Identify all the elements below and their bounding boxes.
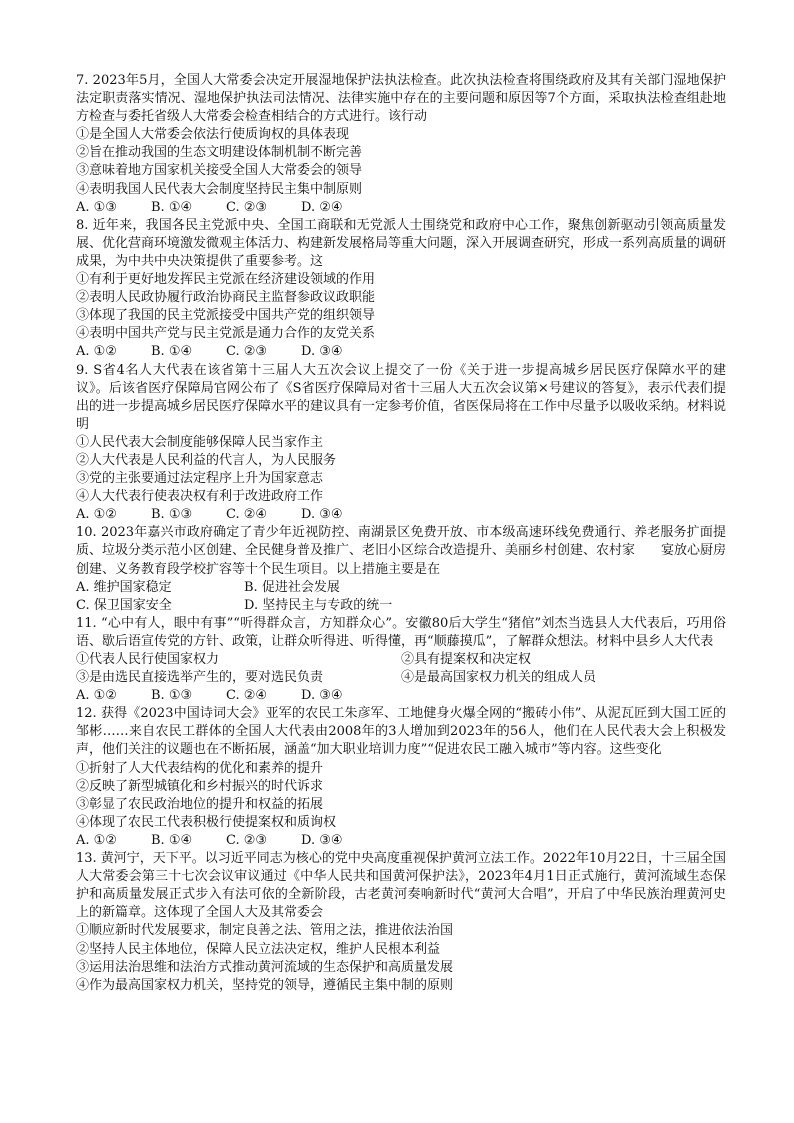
answer-choices-row-1 — [76, 579, 726, 597]
answer-a: A. ①② — [76, 832, 117, 848]
option-4: ④人大代表行使表决权有利于改进政府工作 — [76, 489, 324, 505]
question-stem: 7. 2023年5月，全国人大常委会决定开展湿地保护法执法检查。此次执法检查将围绕政府及其有关部门湿地保护法定职责落实情况、湿地保护执法司法情况、法律实施中存在的主要问题和原因等7个方面，采取执法检查组赴地方检查与委托省级人大常委会检查相结合的方式进行。该行动 — [76, 73, 726, 125]
option-2: ②人大代表是人民利益的代言人，为人民服务 — [76, 452, 337, 468]
option-1: ①顺应新时代发展要求，制定良善之法、管用之法，推进依法治国 — [76, 923, 454, 939]
answer-choices — [76, 506, 726, 524]
options-row-2 — [76, 669, 726, 687]
answer-c: C. ②③ — [226, 832, 268, 848]
question-7 — [76, 72, 726, 217]
question-stem: 11. “心中有人，眼中有事”“听得群众言，方知群众心”。安徽80后大学生“猪倌”刘杰当选县人大代表后，巧用俗语、歇后语宣传党的方针、政策，让群众听得进、听得懂，再“顺藤摸瓜”，了解群众想法。材料中县乡人大代表 — [76, 615, 726, 649]
answer-a: A. ①③ — [76, 199, 117, 215]
answer-choices — [76, 687, 726, 705]
answer-choices — [76, 343, 726, 361]
answer-choices — [76, 199, 726, 217]
option-4: ④作为最高国家权力机关，坚持党的领导，遵循民主集中制的原则 — [76, 977, 454, 993]
question-8 — [76, 217, 726, 362]
option-2: ②反映了新型城镇化和乡村振兴的时代诉求 — [76, 778, 324, 794]
option-1: ①人民代表大会制度能够保障人民当家作主 — [76, 434, 324, 450]
answer-b: B. ①④ — [151, 199, 193, 215]
options-row-1 — [76, 651, 726, 669]
answer-c: C. ②④ — [226, 688, 268, 704]
answer-b: B. ①④ — [151, 832, 193, 848]
answer-c: C. 保卫国家安全 — [76, 597, 172, 613]
answer-a: A. 维护国家稳定 — [76, 579, 172, 595]
question-12 — [76, 705, 726, 850]
answer-a: A. ①② — [76, 688, 117, 704]
answer-d: D. ③④ — [301, 688, 343, 704]
answer-choices — [76, 832, 726, 850]
question-13 — [76, 850, 726, 995]
answer-c: C. ②③ — [226, 199, 268, 215]
question-stem: 13. 黄河宁，天下平。以习近平同志为核心的党中央高度重视保护黄河立法工作。2022年10月22日，十三届全国人大常委会第三十七次会议审议通过《中华人民共和国黄河保护法》，2023年4月1日正式施行，黄河流域生态保护和高质量发展正式步入有法可依的全新阶段，古老黄河奏响新时代“黄河大合唱”，开启了中华民族治理黄河史上的新篇章。这体现了全国人大及其常委会 — [76, 851, 726, 921]
option-4: ④表明我国人民代表大会制度坚持民主集中制原则 — [76, 181, 363, 197]
answer-choices-row-2 — [76, 597, 726, 615]
answer-d: D. ③④ — [301, 507, 343, 523]
option-1: ①是全国人大常委会依法行使质询权的具体表现 — [76, 127, 350, 143]
option-1: ①折射了人大代表结构的优化和素养的提升 — [76, 760, 324, 776]
option-1: ①有利于更好地发挥民主党派在经济建设领域的作用 — [76, 272, 376, 288]
option-2: ②旨在推动我国的生态文明建设体制机制不断完善 — [76, 145, 363, 161]
answer-b: B. 促进社会发展 — [244, 579, 340, 595]
option-3: ③运用法治思维和法治方式推动黄河流域的生态保护和高质量发展 — [76, 959, 454, 975]
option-4: ④是最高国家权力机关的组成人员 — [401, 670, 597, 686]
question-stem: 9. S省4名人大代表在该省第十三届人大五次会议上提交了一份《关于进一步提高城乡居民医疗保障水平的建议》。后该省医疗保障局官网公布了《S省医疗保障局对省十三届人大五次会议第×号建议的答复》，表示代表们提出的进一步提高城乡居民医疗保障水平的建议具有一定参考价值，省医保局将在工作中尽量予以吸收采纳。材料说明 — [76, 362, 727, 432]
exam-page — [76, 72, 726, 995]
option-2: ②表明人民政协履行政治协商民主监督参政议政职能 — [76, 290, 376, 306]
answer-b: B. ①④ — [151, 344, 193, 360]
option-2: ②具有提案权和决定权 — [401, 652, 532, 667]
option-2: ②坚持人民主体地位，保障人民立法决定权，维护人民根本利益 — [76, 941, 441, 957]
option-4: ④表明中国共产党与民主党派是通力合作的友党关系 — [76, 326, 376, 342]
answer-d: D. ③④ — [301, 832, 343, 848]
option-3: ③彰显了农民政治地位的提升和权益的拓展 — [76, 796, 324, 812]
option-3: ③党的主张要通过法定程序上升为国家意志 — [76, 471, 324, 487]
answer-b: B. ①③ — [151, 688, 193, 704]
answer-d: D. 坚持民主与专政的统一 — [244, 597, 393, 613]
answer-b: B. ①③ — [151, 507, 193, 523]
question-10 — [76, 524, 726, 614]
answer-d: D. ③④ — [301, 344, 343, 360]
answer-a: A. ①② — [76, 507, 117, 523]
answer-d: D. ②④ — [301, 199, 343, 215]
question-stem: 10. 2023年嘉兴市政府确定了青少年近视防控、南湖景区免费开放、市本级高速环线免费通行、养老服务扩面提质、垃圾分类示范小区创建、全民健身普及推广、老旧小区综合改造提升、美丽乡村创建、农村家 宴放心厨房创建、义务教育段学校扩容等十个民生项目。以上措施主要是在 — [76, 525, 727, 577]
answer-a: A. ①② — [76, 344, 117, 360]
option-1: ①代表人民行使国家权力 — [76, 652, 220, 667]
answer-c: C. ②④ — [226, 507, 268, 523]
option-3: ③意味着地方国家机关接受全国人大常委会的领导 — [76, 163, 363, 179]
option-4: ④体现了农民工代表积极行使提案权和质询权 — [76, 814, 337, 830]
answer-c: C. ②③ — [226, 344, 268, 360]
question-9 — [76, 362, 726, 525]
question-stem: 12. 获得《2023中国诗词大会》亚军的农民工朱彦军、工地健身火爆全网的“搬砖小伟”、从泥瓦匠到大国工匠的邹彬……来自农民工群体的全国人大代表由2008年的3人增加到2023年的56人，他们在人民代表大会上积极发声，他们关注的议题也在不断拓展，涵盖“加大职业培训力度”“促进农民工融入城市”等内容。这些变化 — [76, 706, 726, 758]
question-stem: 8. 近年来，我国各民主党派中央、全国工商联和无党派人士围绕党和政府中心工作，聚焦创新驱动引领高质量发展、优化营商环境激发微观主体活力、构建新发展格局等重大问题，深入开展调查研究，形成一系列高质量的调研成果，为中共中央决策提供了重要参考。这 — [76, 217, 727, 269]
option-3: ③是由选民直接选举产生的，要对选民负责 — [76, 670, 324, 686]
option-3: ③体现了我国的民主党派接受中国共产党的组织领导 — [76, 308, 376, 324]
question-11 — [76, 615, 726, 705]
